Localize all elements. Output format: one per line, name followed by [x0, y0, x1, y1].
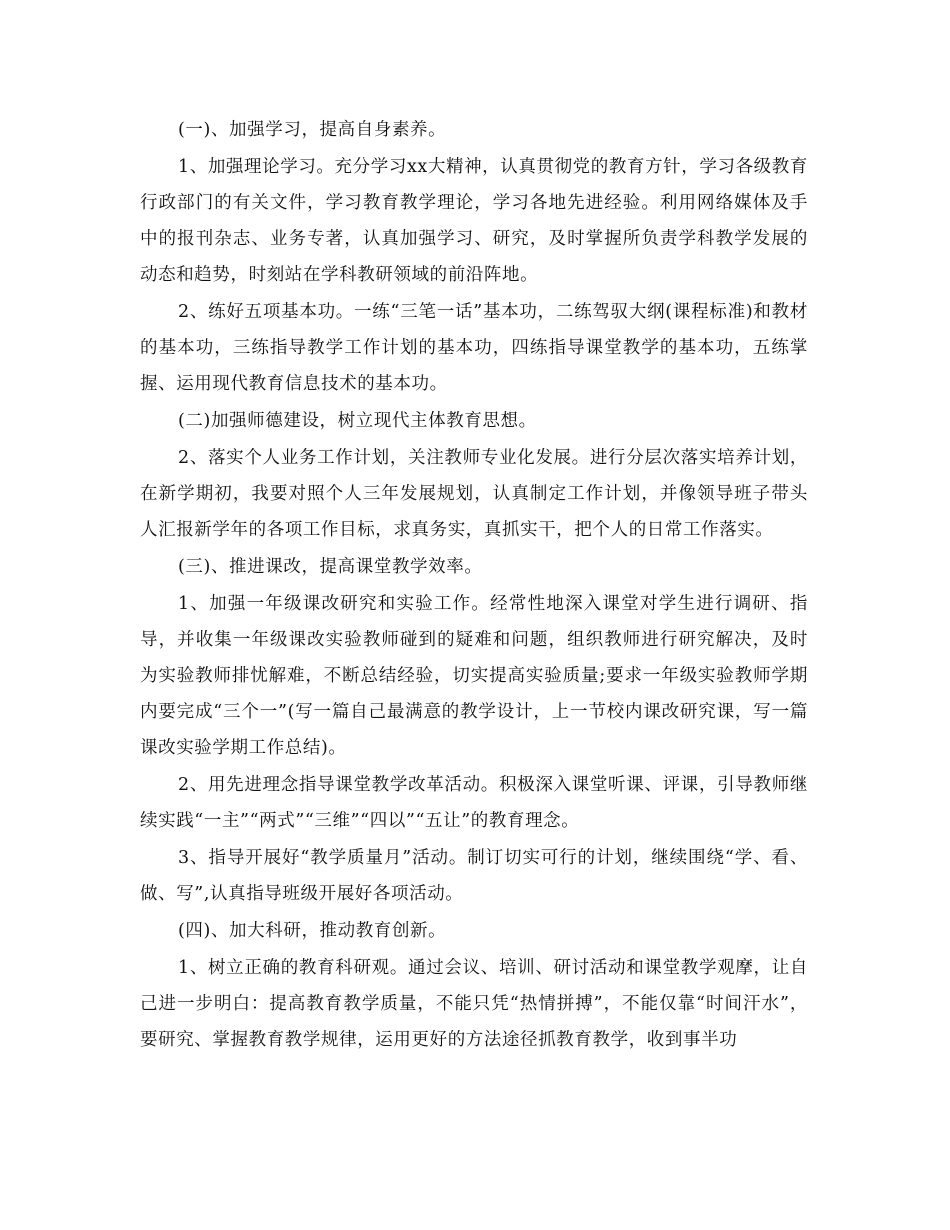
paragraph-work-plan: 2、落实个人业务工作计划，关注教师专业化发展。进行分层次落实培养计划，在新学期初，我要对照个人三年发展规划，认真制定工作计划，并像领导班子带头人汇报新学年的各项工作目标，求真务实，真抓实干，把个人的日常工作落实。: [140, 448, 808, 540]
paragraph-quality-month: 3、指导开展好“教学质量月”活动。制订切实可行的计划，继续围绕“学、看、做、写”,认真指导班级开展好各项活动。: [140, 848, 808, 904]
paragraph-five-skills: 2、练好五项基本功。一练“三笔一话”基本功，二练驾驭大纲(课程标准)和教材的基本功，三练指导教学工作计划的基本功，四练指导课堂教学的基本功，五练掌握、运用现代教育信息技术的基本功。: [140, 302, 808, 394]
section-heading-4: (四)、加大科研，推动教育创新。: [178, 921, 447, 941]
paragraph-research-view: 1、树立正确的教育科研观。通过会议、培训、研讨活动和课堂教学观摩，让自己进一步明白：提高教育教学质量，不能只凭“热情拼搏”，不能仅靠“时间汗水”，要研究、掌握教育教学规律，运用更好的方法途径抓教育教学，收到事半功: [140, 958, 808, 1050]
paragraph-advanced-concepts: 2、用先进理念指导课堂教学改革活动。积极深入课堂听课、评课，引导教师继续实践“一主”“两式”“三维”“四以”“五让”的教育理念。: [140, 775, 808, 831]
section-heading-2: (二)加强师德建设，树立现代主体教育思想。: [178, 411, 537, 431]
section-heading-3: (三)、推进课改，提高课堂教学效率。: [178, 557, 483, 577]
paragraph-grade-one-reform: 1、加强一年级课改研究和实验工作。经常性地深入课堂对学生进行调研、指导，并收集一年级课改实验教师碰到的疑难和问题，组织教师进行研究解决，及时为实验教师排忧解难，不断总结经验，切实提高实验质量;要求一年级实验教师学期内要完成“三个一”(写一篇自己最满意的教学设计，上一节校内课改研究课，写一篇课改实验学期工作总结)。: [140, 594, 808, 758]
section-heading-1: (一)、加强学习，提高自身素养。: [178, 120, 447, 140]
paragraph-theory-study: 1、加强理论学习。充分学习xx大精神，认真贯彻党的教育方针，学习各级教育行政部门的有关文件，学习教育教学理论，学习各地先进经验。利用网络媒体及手中的报刊杂志、业务专著，认真加强学习、研究，及时掌握所负责学科教学发展的动态和趋势，时刻站在学科教研领域的前沿阵地。: [140, 157, 808, 285]
document-page: [140, 112, 808, 1059]
